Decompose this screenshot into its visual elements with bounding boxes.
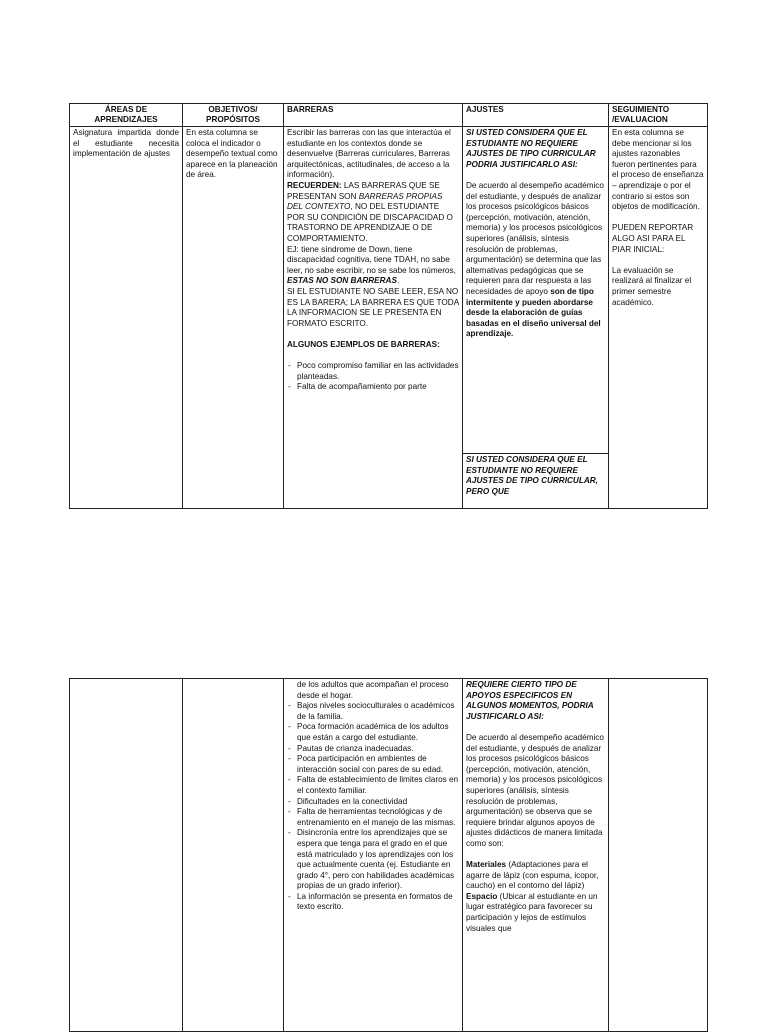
header-ajustes: AJUSTES — [463, 104, 609, 127]
barreras-intro: Escribir las barreras con las que interactúa el estudiante en los contextos donde se desenvuelve (Barreras curriculares, Barreras arquitectónicas, actitudinales, de acceso a la información). — [287, 128, 451, 180]
seguimiento-cell-empty — [609, 679, 708, 1032]
list-item: - Poco compromiso familiar en las actividades planteadas. — [287, 361, 459, 382]
seguimiento-p3: La evaluación se realizará al finalizar el primer semestre académico. — [612, 265, 692, 307]
barreras-leer-note: SI EL ESTUDIANTE NO SABE LEER, ESA NO ES LA BARERA; LA BARRERA ES QUE TODA LA INFORMACION SE LE PRESENTA EN FORMATO ESCRITO. — [287, 286, 459, 328]
ajustes-paragraph-2: De acuerdo al desempeño académico del estudiante, y después de analizar los procesos psicológicos básicos (percepción, motivación, atención, memoria) y los procesos psicológicos superiores (análisis, síntesis resolución de problemas, argumentación) se observa que se requiere brindar algunos apoyos de ajustes didácticos de manera limitada como son: — [466, 732, 604, 848]
ajustes-title-1: SI USTED CONSIDERA QUE EL ESTUDIANTE NO REQUIERE AJUSTES DE TIPO CURRICULAR PODRIA JUSTIFICARLO ASI: — [466, 128, 596, 169]
barreras-example: EJ: tiene síndrome de Down, tiene discapacidad cognitiva, tiene TDAH, no sabe leer, no sabe escribir, no se sabe los números, ESTAS NO SON BARRERAS. — [287, 244, 456, 286]
header-seguimiento: SEGUIMIENTO /EVALUACION — [609, 104, 708, 127]
barreras-cell-continued — [284, 679, 463, 1032]
header-objetivos: OBJETIVOS/ PROPÓSITOS — [183, 104, 284, 127]
list-item: - Dificultades en la conectividad — [287, 797, 459, 808]
header-barreras: BARRERAS — [284, 104, 463, 127]
barreras-list-continued — [287, 680, 459, 913]
ajustes-option-1 — [463, 127, 608, 454]
ajustes-materiales: Materiales (Adaptaciones para el agarre de lápiz (con espuma, icopor, caucho) en el contorno del lápiz) — [466, 860, 599, 891]
list-item: - Bajos niveles socioculturales o académicos de la familia. — [287, 701, 459, 722]
ajustes-cell — [463, 127, 609, 509]
page-break — [0, 511, 768, 681]
body-row — [70, 127, 708, 509]
header-areas: ÁREAS DE APRENDIZAJES — [70, 104, 183, 127]
areas-cell: Asignatura impartida donde el estudiante necesita implementación de ajustes — [70, 127, 183, 509]
ajustes-option-2 — [463, 454, 608, 508]
ajustes-paragraph-1: De acuerdo al desempeño académico del estudiante, y después de analizar los procesos psicológicos básicos (percepción, motivación, atención, memoria) y los procesos psicológicos superiores (análisis, síntesis resolución de problemas, argumentación) se determina que las alternativas pedagógicas que se requieren para dar respuesta a las necesidades de apoyo son de tipo intermitente y pueden abordarse desde la elaboración de guías basadas en el diseño universal del aprendizaje. — [466, 180, 604, 339]
header-row — [70, 104, 708, 127]
seguimiento-p1: En esta columna se debe mencionar si los ajustes razonables fueron pertinentes para el proceso de enseñanza – aprendizaje o por el contrario si estos son objetos de modificación. — [612, 128, 704, 212]
ajustes-cell-continued — [463, 679, 609, 1032]
ajustes-title-2-continued: REQUIERE CIERTO TIPO DE APOYOS ESPECIFICOS EN ALGUNOS MOMENTOS, PODRIA JUSTIFICARLO ASI: — [466, 680, 594, 721]
body-row-continued — [70, 679, 708, 1032]
seguimiento-p2: PUEDEN REPORTAR ALGO ASI PARA EL PIAR INICIAL: — [612, 223, 694, 254]
barreras-cell — [284, 127, 463, 509]
barreras-list — [287, 361, 459, 393]
list-item: - Poca formación académica de los adultos que están a cargo del estudiante. — [287, 722, 459, 743]
list-item: - Pautas de crianza inadecuadas. — [287, 744, 459, 755]
list-item: - Falta de establecimiento de limites claros en el contexto familiar. — [287, 775, 459, 796]
seguimiento-cell — [609, 127, 708, 509]
ajustes-espacio: Espacio (Ubicar al estudiante en un lugar estratégico para favorecer su participación y lejos de estímulos visuales que — [466, 891, 598, 933]
list-item: - Falta de acompañamiento por parte — [287, 382, 459, 393]
list-item: - La información se presenta en formatos de texto escrito. — [287, 892, 459, 913]
list-item: de los adultos que acompañan el proceso desde el hogar. — [297, 680, 449, 700]
adjustments-table-part-1 — [69, 103, 708, 509]
objetivos-cell: En esta columna se coloca el indicador o desempeño textual como aparece en la planeación de área. — [183, 127, 284, 509]
barreras-ejemplos-title: ALGUNOS EJEMPLOS DE BARRERAS: — [287, 339, 440, 349]
list-item: - Falta de herramientas tecnológicas y de entrenamiento en el manejo de las mismas. — [287, 807, 459, 828]
barreras-recuerden: RECUERDEN: LAS BARRERAS QUE SE PRESENTAN SON BARRERAS PROPIAS DEL CONTEXTO, NO DEL ESTUDIANTE POR SU CONDICIÓN DE DISCAPACIDAD O TRASTORNO DE APRENDIZAJE O DE COMPORTAMIENTO. — [287, 180, 453, 243]
areas-cell-empty — [70, 679, 183, 1032]
adjustments-table-part-2 — [69, 678, 708, 1032]
objetivos-cell-empty — [183, 679, 284, 1032]
ajustes-title-2: SI USTED CONSIDERA QUE EL ESTUDIANTE NO REQUIERE AJUSTES DE TIPO CURRICULAR, PERO QUE — [466, 455, 598, 496]
list-item: - Poca participación en ambientes de interacción social con pares de su edad. — [287, 754, 459, 775]
list-item: - Disincronía entre los aprendizajes que se espera que tenga para el grado en el que está matriculado y los aprendizajes con los que actualmente cuenta (ej. Estudiante en grado 4°, pero con habilidades académicas propias de un grado inferior). — [287, 828, 459, 892]
